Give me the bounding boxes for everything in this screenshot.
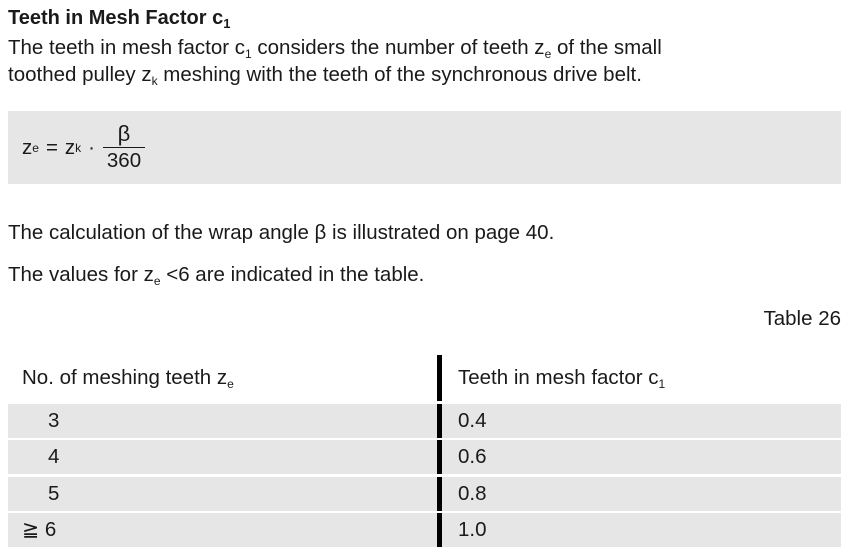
table-header-row: [8, 355, 841, 401]
heading-subscript: 1: [223, 16, 231, 31]
values-paragraph: [8, 262, 424, 288]
section-heading: [8, 6, 230, 30]
intro-paragraph: [8, 34, 843, 88]
intro-line-1-c: of the small: [551, 36, 662, 59]
table-header-factor-sub: 1: [658, 377, 666, 391]
intro-line-1: [8, 34, 843, 61]
formula-dot: ·: [88, 135, 95, 159]
formula-denominator: 360: [106, 149, 142, 173]
formula: z e = z k · $\frac{\beta}{360}$: [22, 111, 145, 184]
formula-rhs: z: [64, 135, 76, 159]
intro-line-2-sub: k: [151, 74, 158, 88]
table-row: [8, 513, 841, 547]
values-paragraph-b: <6 are indicated in the table.: [160, 263, 425, 286]
values-paragraph-a: The values for z: [8, 263, 154, 286]
table-header-factor: [442, 355, 841, 401]
table-header-factor-text: Teeth in mesh factor c: [458, 366, 659, 389]
teeth-cell: ≧ 6: [22, 518, 57, 541]
intro-line-2-a: toothed pulley z: [8, 63, 152, 86]
heading-text: Teeth in Mesh Factor c: [8, 7, 224, 29]
mesh-factor-table: [8, 355, 841, 550]
intro-line-1-sub2: e: [544, 47, 552, 61]
formula-fraction: [103, 121, 145, 175]
table-header-teeth-sub: e: [227, 377, 234, 391]
intro-line-2-b: meshing with the teeth of the synchronous drive belt.: [157, 63, 642, 86]
table-row: [8, 404, 841, 438]
values-paragraph-sub: e: [153, 274, 161, 288]
table-header-teeth: [8, 355, 437, 401]
formula-lhs: z: [22, 135, 33, 159]
factor-cell: 0.4: [458, 408, 487, 432]
factor-cell: 0.6: [458, 445, 487, 468]
table-row: [8, 477, 841, 511]
formula-numerator: β: [117, 120, 131, 146]
factor-cell: 1.0: [458, 518, 487, 541]
intro-line-1-a: The teeth in mesh factor c: [8, 36, 246, 59]
teeth-cell: 4: [48, 445, 60, 468]
teeth-cell: 5: [48, 481, 60, 505]
factor-cell: 0.8: [458, 481, 487, 505]
formula-box: [8, 111, 841, 184]
intro-line-1-b: considers the number of teeth z: [251, 36, 545, 59]
teeth-cell: 3: [48, 408, 60, 432]
table-header-teeth-text: No. of meshing teeth z: [22, 366, 228, 389]
table-caption: Table 26: [763, 307, 841, 330]
table-row: [8, 440, 841, 474]
intro-line-2: [8, 61, 843, 88]
wrap-angle-paragraph: The calculation of the wrap angle β is illustrated on page 40.: [8, 221, 555, 244]
intro-line-1-sub1: 1: [245, 47, 252, 61]
formula-equals: =: [45, 135, 58, 159]
